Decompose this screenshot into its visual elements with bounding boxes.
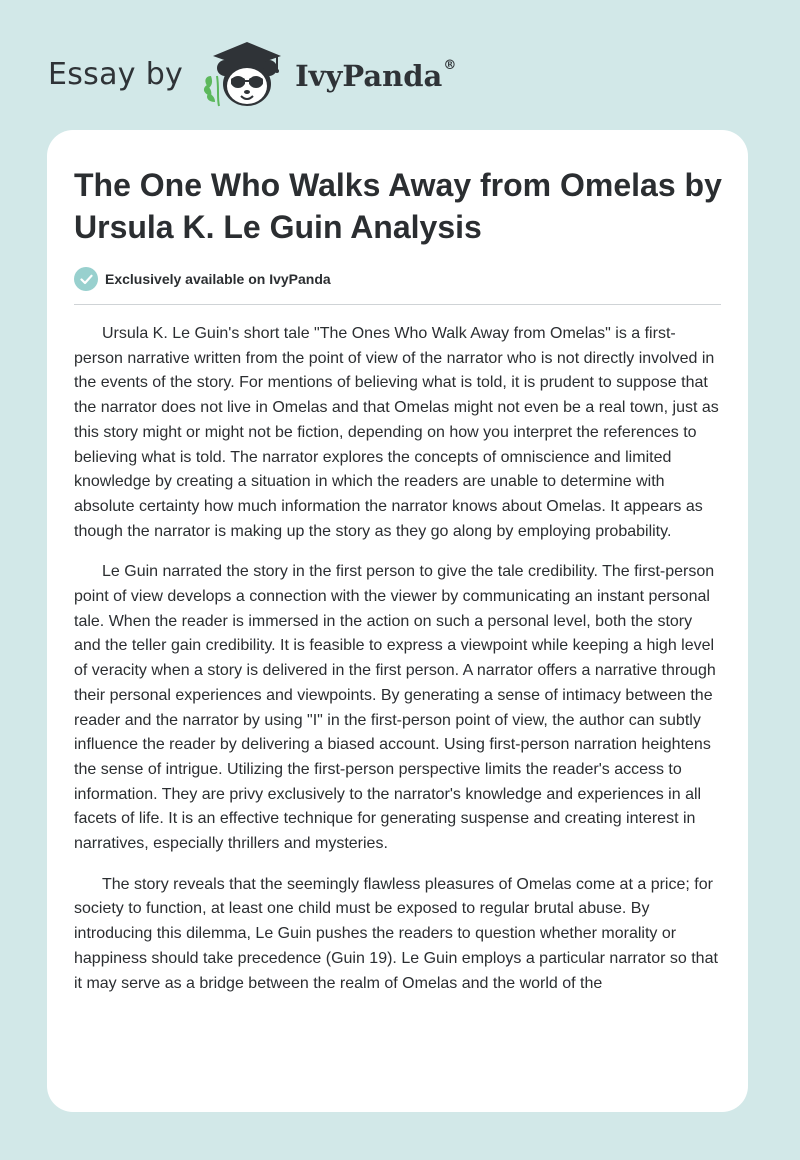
divider: [74, 304, 721, 305]
site-header: [48, 36, 456, 112]
essay-body: [74, 322, 722, 996]
essay-by-label: Essay by: [48, 56, 184, 92]
paragraph: Ursula K. Le Guin's short tale "The Ones Who Walk Away from Omelas" is a first-person narrative written from the point of view of the narrator who is not directly involved in the events of the story. For mentions of believing what is told, it is prudent to suppose that the narrator does not live in Omelas and that Omelas might not even be a real town, just as this story might or might not be fiction, depending on how you interpret the references to believing what is told. The narrator explores the concepts of omniscience and limited knowledge by creating a situation in which the readers are unable to determine with absolute certainty how much information the narrator knows about Omelas. It appears as though the narrator is making up the story as they go along by employing probability.: [74, 325, 719, 540]
paragraph: The story reveals that the seemingly flawless pleasures of Omelas come at a price; for society to function, at least one child must be exposed to regular brutal abuse. By introducing this dilemma, Le Guin pushes the readers to question whether morality or happiness should take precedence (Guin 19). Le Guin employs a particular narrator so that it may serve as a bridge between the realm of Omelas and the world of the: [74, 875, 718, 992]
check-icon: [74, 267, 98, 291]
essay-card: [47, 130, 748, 1112]
brand-name: IvyPanda®: [295, 58, 457, 93]
registered-mark: ®: [443, 58, 457, 74]
panda-graduate-icon: [197, 36, 293, 112]
exclusive-badge: [74, 267, 721, 291]
paragraph: Le Guin narrated the story in the first person to give the tale credibility. The first-person point of view develops a connection with the viewer by communicating an instant personal tale. When the reader is immersed in the action on such a personal level, both the story and the teller gain credibility. It is feasible to express a viewpoint while keeping a high level of veracity when a story is delivered in the first person. A narrator offers a narrative through their personal experiences and viewpoints. By generating a sense of intimacy between the reader and the narrator by using "I" in the first-person point of view, the author can subtly influence the reader by delivering a biased account. Using first-person narration heightens the sense of intrigue. Utilizing the first-person perspective limits the reader's access to information. They are privy exclusively to the narrator's knowledge and experiences in all facets of life. It is an effective technique for generating suspense and creating interest in narratives, especially thrillers and mysteries.: [74, 563, 716, 853]
exclusive-badge-text: Exclusively available on IvyPanda: [105, 271, 331, 287]
essay-title: The One Who Walks Away from Omelas by Ursula K. Le Guin Analysis: [74, 167, 722, 245]
